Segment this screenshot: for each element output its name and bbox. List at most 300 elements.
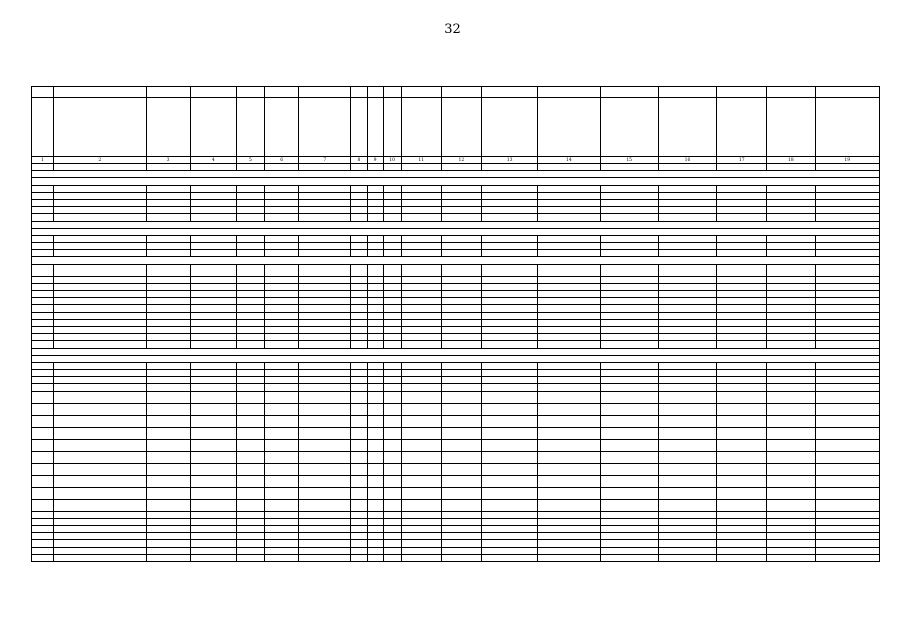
section-header-row <box>32 171 880 178</box>
column-number-cell: 10 <box>383 157 401 164</box>
table-cell <box>482 427 538 439</box>
table-cell <box>658 384 716 391</box>
table-cell <box>367 391 383 403</box>
table-cell <box>351 533 367 540</box>
table-cell <box>538 554 600 561</box>
table-cell <box>367 499 383 511</box>
table-cell <box>54 264 146 276</box>
header-row-2 <box>32 98 880 157</box>
table-cell <box>236 250 264 257</box>
table-cell <box>383 334 401 341</box>
table-cell <box>767 164 815 171</box>
table-cell <box>441 451 481 463</box>
table-cell <box>815 199 879 206</box>
header-cell <box>717 98 767 157</box>
table-cell <box>236 326 264 333</box>
table-cell <box>401 362 441 369</box>
table-cell <box>767 370 815 377</box>
table-cell <box>441 326 481 333</box>
table-cell <box>32 283 54 290</box>
table-cell <box>236 540 264 547</box>
table-cell <box>351 264 367 276</box>
header-cell <box>146 98 190 157</box>
table-cell <box>538 243 600 250</box>
table-cell <box>815 547 879 554</box>
table-cell <box>717 283 767 290</box>
column-number-cell: 8 <box>351 157 367 164</box>
table-cell <box>32 250 54 257</box>
table-cell <box>383 305 401 312</box>
table-cell <box>815 334 879 341</box>
table-cell <box>236 391 264 403</box>
table-row <box>32 384 880 391</box>
header-cell <box>383 98 401 157</box>
table-cell <box>367 451 383 463</box>
table-cell <box>401 439 441 451</box>
table-row <box>32 439 880 451</box>
table-cell <box>383 250 401 257</box>
table-cell <box>767 533 815 540</box>
table-cell <box>383 319 401 326</box>
table-cell <box>236 264 264 276</box>
table-cell <box>146 298 190 305</box>
table-cell <box>146 427 190 439</box>
table-cell <box>299 164 351 171</box>
table-cell <box>367 283 383 290</box>
table-cell <box>600 415 658 427</box>
table-cell <box>299 370 351 377</box>
column-number-cell: 4 <box>190 157 236 164</box>
table-cell <box>815 362 879 369</box>
table-cell <box>441 164 481 171</box>
table-cell <box>54 276 146 283</box>
table-cell <box>190 487 236 499</box>
table-cell <box>600 554 658 561</box>
table-cell <box>658 487 716 499</box>
table-cell <box>54 312 146 319</box>
table-cell <box>54 377 146 384</box>
table-cell <box>538 305 600 312</box>
table-cell <box>815 264 879 276</box>
table-cell <box>351 499 367 511</box>
table-cell <box>441 291 481 298</box>
table-cell <box>54 334 146 341</box>
table-cell <box>54 250 146 257</box>
table-cell <box>482 298 538 305</box>
table-cell <box>146 250 190 257</box>
table-cell <box>482 370 538 377</box>
table-cell <box>146 207 190 214</box>
table-cell <box>236 276 264 283</box>
table-cell <box>538 540 600 547</box>
column-number-cell: 18 <box>767 157 815 164</box>
table-cell <box>236 214 264 221</box>
table-cell <box>32 185 54 192</box>
table-cell <box>299 451 351 463</box>
table-cell <box>265 298 299 305</box>
table-cell <box>265 312 299 319</box>
table-cell <box>717 214 767 221</box>
table-cell <box>236 499 264 511</box>
table-cell <box>190 362 236 369</box>
header-cell <box>299 98 351 157</box>
header-cell <box>351 98 367 157</box>
table-cell <box>815 540 879 547</box>
total-row <box>32 540 880 547</box>
table-cell <box>383 499 401 511</box>
table-cell <box>32 439 54 451</box>
table-cell <box>351 518 367 525</box>
table-cell <box>367 305 383 312</box>
table-cell <box>299 391 351 403</box>
table-cell <box>299 439 351 451</box>
table-cell <box>32 326 54 333</box>
table-cell <box>767 207 815 214</box>
table-cell <box>265 362 299 369</box>
table-cell <box>600 384 658 391</box>
table-cell <box>815 518 879 525</box>
table-cell <box>401 384 441 391</box>
table-cell <box>351 377 367 384</box>
table-cell <box>32 554 54 561</box>
table-cell <box>600 362 658 369</box>
table-cell <box>401 276 441 283</box>
table-cell <box>54 499 146 511</box>
table-cell <box>367 164 383 171</box>
table-cell <box>190 547 236 554</box>
table-cell <box>767 391 815 403</box>
table-cell <box>658 403 716 415</box>
table-cell <box>190 511 236 518</box>
table-cell <box>538 192 600 199</box>
table-cell <box>401 463 441 475</box>
table-cell <box>658 264 716 276</box>
table-cell <box>538 511 600 518</box>
table-cell <box>401 451 441 463</box>
table-cell <box>767 235 815 242</box>
table-cell <box>441 214 481 221</box>
table-cell <box>482 554 538 561</box>
table-cell <box>538 451 600 463</box>
table-cell <box>383 312 401 319</box>
table-cell <box>401 533 441 540</box>
table-cell <box>815 384 879 391</box>
table-cell <box>441 185 481 192</box>
table-cell <box>236 403 264 415</box>
table-cell <box>401 305 441 312</box>
table-cell <box>32 235 54 242</box>
table-cell <box>351 487 367 499</box>
table-cell <box>367 250 383 257</box>
table-cell <box>367 326 383 333</box>
table-cell <box>767 305 815 312</box>
column-number-cell: 3 <box>146 157 190 164</box>
table-cell <box>367 439 383 451</box>
table-cell <box>265 377 299 384</box>
table-cell <box>538 298 600 305</box>
table-cell <box>441 540 481 547</box>
header-cell <box>146 87 190 98</box>
table-cell <box>767 298 815 305</box>
table-cell <box>236 243 264 250</box>
table-cell <box>32 526 54 533</box>
table-cell <box>299 533 351 540</box>
table-cell <box>441 518 481 525</box>
table-cell <box>600 403 658 415</box>
table-cell <box>538 276 600 283</box>
table-cell <box>299 384 351 391</box>
table-cell <box>658 164 716 171</box>
table-cell <box>658 291 716 298</box>
table-cell <box>299 463 351 475</box>
table-cell <box>658 547 716 554</box>
table-cell <box>600 326 658 333</box>
table-cell <box>482 207 538 214</box>
table-cell <box>815 439 879 451</box>
table-cell <box>54 439 146 451</box>
table-cell <box>441 298 481 305</box>
table-cell <box>299 554 351 561</box>
table-cell <box>767 276 815 283</box>
table-cell <box>600 199 658 206</box>
table-cell <box>600 341 658 348</box>
table-cell <box>367 511 383 518</box>
table-cell <box>236 554 264 561</box>
table-cell <box>717 185 767 192</box>
table-cell <box>190 533 236 540</box>
table-header <box>32 87 880 164</box>
table-cell <box>351 207 367 214</box>
table-cell <box>32 540 54 547</box>
table-cell <box>54 403 146 415</box>
table-cell <box>600 264 658 276</box>
table-cell <box>383 451 401 463</box>
section-header-row <box>32 178 880 185</box>
table-cell <box>351 511 367 518</box>
table-cell <box>190 185 236 192</box>
table-cell <box>54 341 146 348</box>
table-row <box>32 463 880 475</box>
header-cell <box>265 98 299 157</box>
table-cell <box>767 547 815 554</box>
table-cell <box>32 192 54 199</box>
table-cell <box>146 264 190 276</box>
table-cell <box>600 439 658 451</box>
total-row <box>32 554 880 561</box>
table-cell <box>236 334 264 341</box>
table-cell <box>441 391 481 403</box>
table-cell <box>482 185 538 192</box>
table-cell <box>54 451 146 463</box>
table-cell <box>367 291 383 298</box>
total-row <box>32 164 880 171</box>
table-cell <box>600 214 658 221</box>
table-cell <box>717 298 767 305</box>
table-cell <box>658 243 716 250</box>
table-cell <box>299 326 351 333</box>
table-cell <box>482 540 538 547</box>
column-number-cell: 6 <box>265 157 299 164</box>
table-row <box>32 264 880 276</box>
table-cell <box>54 463 146 475</box>
table-cell <box>265 250 299 257</box>
table-cell <box>32 533 54 540</box>
header-cell <box>600 98 658 157</box>
table-cell <box>767 540 815 547</box>
table-cell <box>600 235 658 242</box>
table-cell <box>815 276 879 283</box>
table-cell <box>658 511 716 518</box>
header-cell <box>538 87 600 98</box>
table-cell <box>717 427 767 439</box>
table-cell <box>190 214 236 221</box>
table-cell <box>351 554 367 561</box>
table-cell <box>367 207 383 214</box>
table-row <box>32 403 880 415</box>
table-cell <box>299 298 351 305</box>
table-cell <box>146 451 190 463</box>
table-cell <box>658 377 716 384</box>
table-cell <box>367 235 383 242</box>
table-cell <box>32 511 54 518</box>
table-cell <box>190 526 236 533</box>
table-cell <box>383 384 401 391</box>
header-cell <box>383 87 401 98</box>
table-cell <box>767 192 815 199</box>
table-cell <box>441 207 481 214</box>
table-cell <box>32 487 54 499</box>
table-cell <box>538 235 600 242</box>
table-cell <box>600 526 658 533</box>
table-cell <box>815 391 879 403</box>
table-cell <box>658 250 716 257</box>
table-cell <box>441 415 481 427</box>
table-cell <box>265 334 299 341</box>
table-cell <box>299 334 351 341</box>
table-cell <box>351 276 367 283</box>
table-cell <box>299 243 351 250</box>
table-cell <box>190 403 236 415</box>
table-cell <box>236 235 264 242</box>
table-cell <box>482 312 538 319</box>
table-cell <box>367 526 383 533</box>
table-cell <box>32 499 54 511</box>
table-cell <box>367 487 383 499</box>
table-cell <box>401 312 441 319</box>
table-cell <box>32 403 54 415</box>
table-cell <box>32 305 54 312</box>
table-cell <box>383 326 401 333</box>
table-cell <box>146 403 190 415</box>
total-row <box>32 334 880 341</box>
table-cell <box>32 312 54 319</box>
table-cell <box>265 291 299 298</box>
table-cell <box>767 554 815 561</box>
table-cell <box>401 207 441 214</box>
column-number-cell: 7 <box>299 157 351 164</box>
table-cell <box>299 547 351 554</box>
table-cell <box>815 475 879 487</box>
table-cell <box>767 384 815 391</box>
table-row <box>32 427 880 439</box>
table-row <box>32 415 880 427</box>
table-cell <box>265 305 299 312</box>
table-cell <box>441 427 481 439</box>
column-number-cell: 12 <box>441 157 481 164</box>
table-cell <box>441 243 481 250</box>
table-cell <box>32 199 54 206</box>
table-cell <box>767 250 815 257</box>
table-cell <box>658 475 716 487</box>
table-cell <box>538 403 600 415</box>
table-cell <box>658 276 716 283</box>
table-cell <box>482 283 538 290</box>
section-header-row <box>32 355 880 362</box>
table-cell <box>401 511 441 518</box>
table-cell <box>32 475 54 487</box>
table-cell <box>538 427 600 439</box>
table-cell <box>351 235 367 242</box>
table-cell <box>482 250 538 257</box>
table-cell <box>265 207 299 214</box>
table-cell <box>401 164 441 171</box>
table-row <box>32 370 880 377</box>
table-cell <box>441 377 481 384</box>
table-cell <box>367 415 383 427</box>
table-cell <box>401 291 441 298</box>
table-cell <box>351 526 367 533</box>
table-cell <box>265 427 299 439</box>
table-cell <box>32 291 54 298</box>
section-header-row <box>32 257 880 264</box>
table-cell <box>265 214 299 221</box>
table-cell <box>351 427 367 439</box>
table-cell <box>717 487 767 499</box>
table-cell <box>265 463 299 475</box>
table-cell <box>815 415 879 427</box>
header-cell <box>367 98 383 157</box>
table-cell <box>401 526 441 533</box>
table-cell <box>767 377 815 384</box>
table-cell <box>717 540 767 547</box>
table-cell <box>717 391 767 403</box>
table-cell <box>658 540 716 547</box>
table-cell <box>401 377 441 384</box>
table-cell <box>383 291 401 298</box>
table-cell <box>146 341 190 348</box>
table-cell <box>658 499 716 511</box>
table-cell <box>146 384 190 391</box>
table-cell <box>190 540 236 547</box>
table-cell <box>482 264 538 276</box>
table-cell <box>190 199 236 206</box>
table-cell <box>538 518 600 525</box>
column-number-cell: 5 <box>236 157 264 164</box>
table-cell <box>32 384 54 391</box>
table-cell <box>32 164 54 171</box>
column-number-cell: 11 <box>401 157 441 164</box>
column-number-cell: 2 <box>54 157 146 164</box>
table-cell <box>265 264 299 276</box>
table-cell <box>236 207 264 214</box>
table-cell <box>146 326 190 333</box>
table-cell <box>658 192 716 199</box>
table-cell <box>815 487 879 499</box>
table-cell <box>265 326 299 333</box>
table-cell <box>54 427 146 439</box>
table-cell <box>658 185 716 192</box>
column-number-cell: 16 <box>658 157 716 164</box>
